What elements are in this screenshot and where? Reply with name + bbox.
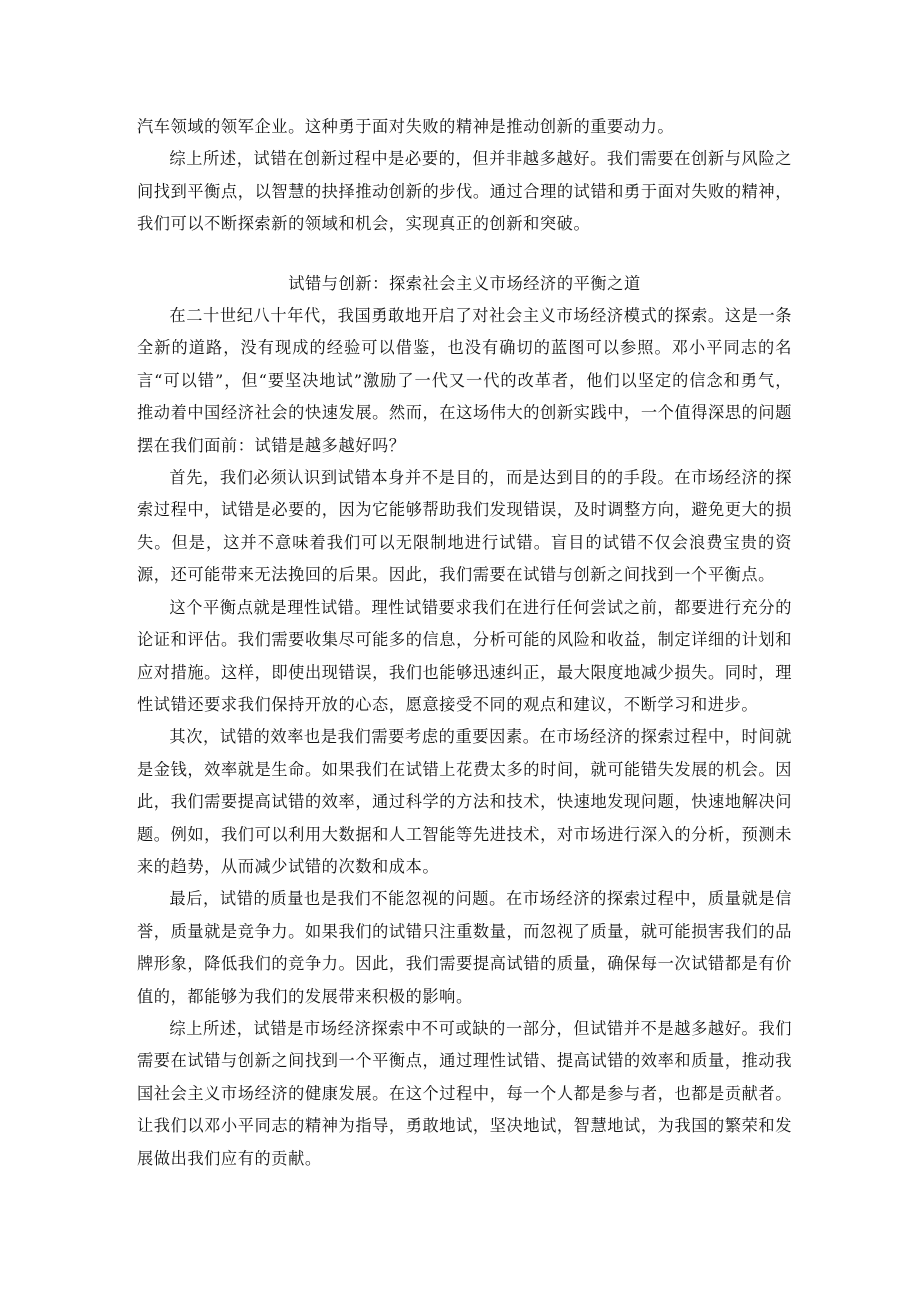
article-paragraph-rational-trial: 这个平衡点就是理性试错。理性试错要求我们在进行任何尝试之前，都要进行充分的论证和评估。我们需要收集尽可能多的信息，分析可能的风险和收益，制定详细的计划和应对措施。这样，即使出现错误，我们也能够迅速纠正，最大限度地减少损失。同时，理性试错还要求我们保持开放的心态，愿意接受不同的观点和建议，不断学习和进步。 [137, 597, 792, 714]
article-paragraph-efficiency: 其次，试错的效率也是我们需要考虑的重要因素。在市场经济的探索过程中，时间就是金钱，效率就是生命。如果我们在试错上花费太多的时间，就可能错失发展的机会。因此，我们需要提高试错的效率，通过科学的方法和技术，快速地发现问题，快速地解决问题。例如，我们可以利用大数据和人工智能等先进技术，对市场进行深入的分析，预测未来的趋势，从而减少试错的次数和成本。 [137, 727, 792, 876]
article-paragraph-intro: 在二十世纪八十年代，我国勇敢地开启了对社会主义市场经济模式的探索。这是一条全新的道路，没有现成的经验可以借鉴，也没有确切的蓝图可以参照。邓小平同志的名言“可以错”，但“要坚决地试”激励了一代又一代的改革者，他们以坚定的信念和勇气，推动着中国经济社会的快速发展。然而，在这场伟大的创新实践中，一个值得深思的问题摆在我们面前：试错是越多越好吗？ [137, 306, 792, 455]
article-paragraph-first: 首先，我们必须认识到试错本身并不是目的，而是达到目的的手段。在市场经济的探索过程中，试错是必要的，因为它能够帮助我们发现错误，及时调整方向，避免更大的损失。但是，这并不意味着我们可以无限制地进行试错。盲目的试错不仅会浪费宝贵的资源，还可能带来无法挽回的后果。因此，我们需要在试错与创新之间找到一个平衡点。 [137, 468, 792, 585]
article-paragraph-quality: 最后，试错的质量也是我们不能忽视的问题。在市场经济的探索过程中，质量就是信誉，质量就是竞争力。如果我们的试错只注重数量，而忽视了质量，就可能损害我们的品牌形象，降低我们的竞争力。因此，我们需要提高试错的质量，确保每一次试错都是有价值的，都能够为我们的发展带来积极的影响。 [137, 889, 792, 1006]
continued-paragraph: 汽车领域的领军企业。这种勇于面对失败的精神是推动创新的重要动力。 [137, 117, 675, 136]
article-paragraph-conclusion: 综上所述，试错是市场经济探索中不可或缺的一部分，但试错并不是越多越好。我们需要在试错与创新之间找到一个平衡点，通过理性试错、提高试错的效率和质量，推动我国社会主义市场经济的健康发展。在这个过程中，每一个人都是参与者，也都是贡献者。让我们以邓小平同志的精神为指导，勇敢地试，坚决地试，智慧地试，为我国的繁荣和发展做出我们应有的贡献。 [137, 1018, 792, 1168]
article-title: 试错与创新：探索社会主义市场经济的平衡之道 [288, 273, 641, 293]
document-page [137, 111, 792, 1175]
previous-conclusion-paragraph: 综上所述，试错在创新过程中是必要的，但并非越多越好。我们需要在创新与风险之间找到平衡点，以智慧的抉择推动创新的步伐。通过合理的试错和勇于面对失败的精神，我们可以不断探索新的领域和机会，实现真正的创新和突破。 [137, 149, 792, 234]
